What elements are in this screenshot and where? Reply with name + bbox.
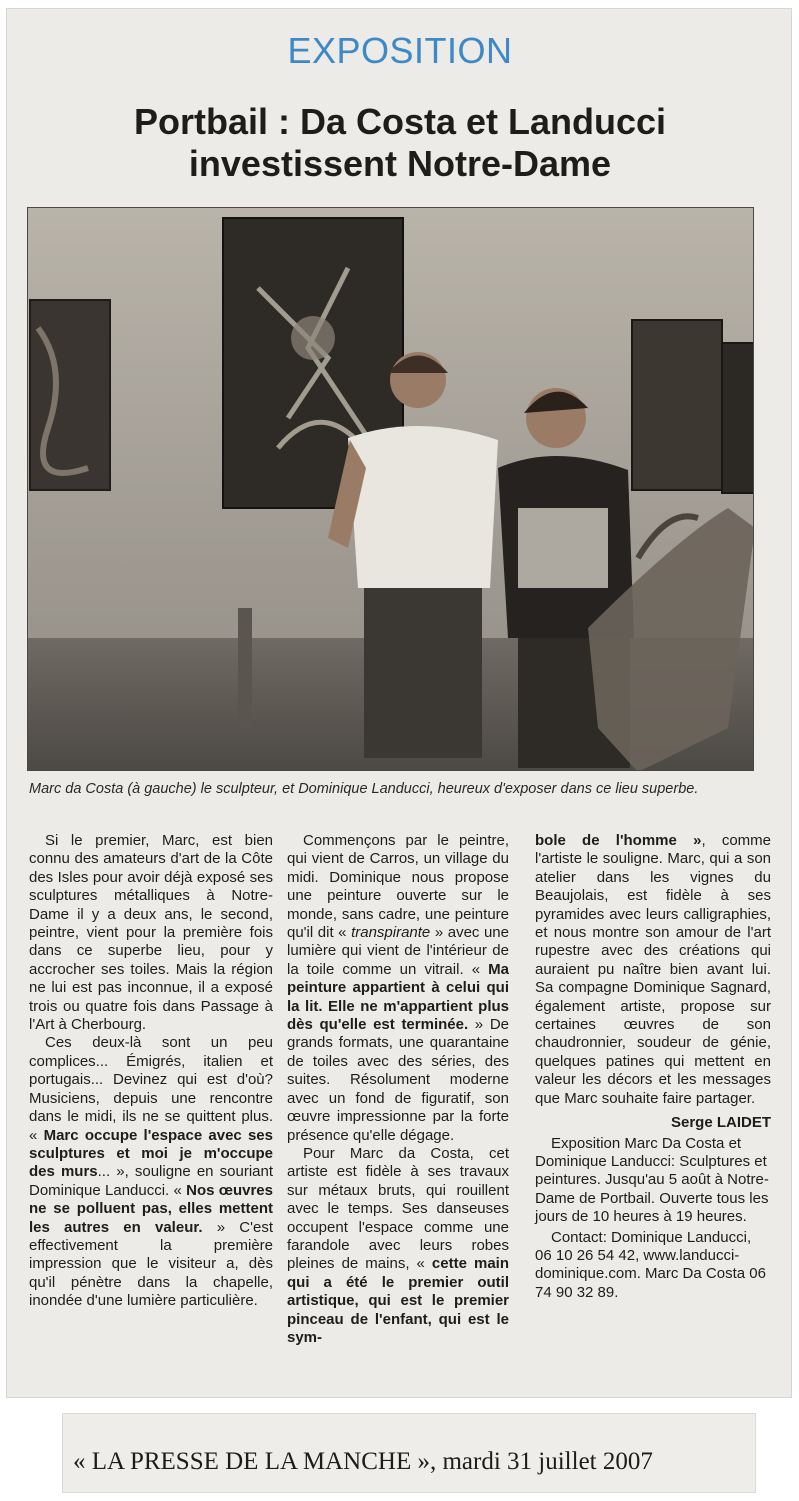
headline-line-2: investissent Notre-Dame: [188, 143, 612, 184]
column-2-paragraph-1: [287, 832, 509, 1145]
text-run: Commençons par le peintre, qui vient de Carros, un village du midi. Dominique nous propose une peinture ouverte sur le monde, sans cadre, une peinture qu'il dit «: [287, 832, 509, 942]
photo-illustration: [28, 208, 754, 771]
newspaper-clipping: [6, 8, 792, 1398]
author-signature: Serge LAIDET: [670, 1114, 771, 1132]
section-kicker: EXPOSITION: [287, 30, 513, 71]
article-column-1: [29, 832, 273, 1311]
exhibition-info: Exposition Marc Da Costa et Dominique Landucci: Sculptures et peintures. Jusqu'au 5 août à Notre-Dame de Portbail. Ouverte tous les jours de 10 heures à 19 heures.: [535, 1134, 769, 1226]
text-run: » C'est effectivement la première impression que le visiteur a, dès qu'il pénètre dans la chapelle, inondée d'une lumière particulière.: [29, 1218, 273, 1310]
quote-bold: Marc occupe l'espace avec ses sculptures et moi je m'occupe des murs: [29, 1126, 273, 1181]
text-run: ... », souligne en souriant Dominique Landucci. «: [29, 1163, 273, 1199]
column-1-paragraph-2: [29, 1034, 273, 1310]
article-column-3: [535, 832, 771, 1302]
article-photo: [27, 207, 754, 771]
text-run: Ces deux-là sont un peu complices... Émigrés, italien et portugais... Devinez qui est d'où? Musiciens, depuis une rencontre dans le midi, ils ne se quittent plus. «: [29, 1034, 273, 1144]
quote-bold: bole de l'homme »: [535, 832, 702, 849]
italic-word: transpirante: [351, 924, 431, 942]
headline-line-1: Portbail : Da Costa et Landucci: [133, 101, 667, 142]
column-2-paragraph-2: [287, 1145, 509, 1347]
article-column-2: [287, 832, 509, 1347]
text-run: » avec une lumière qui vient de l'intérieur de la toile comme un vitrail. «: [287, 924, 509, 978]
headline: [7, 101, 793, 185]
column-3-paragraph-1: [535, 832, 771, 1108]
column-1-paragraph-1: Si le premier, Marc, est bien connu des amateurs d'art de la Côte des Isles pour avoir déjà exposé ses sculptures métalliques à Notre-Dame il y a deux ans, le second, peintre, vient pour la première fois dans ce superbe lieu, pour y accrocher ses toiles. Mais la région ne lui est pas inconnue, il a exposé trois ou quatre fois dans Passage à l'Art à Cherbourg.: [29, 832, 273, 1034]
source-label: [62, 1413, 756, 1493]
quote-bold: Ma peinture appartient à celui qui la lit. Elle ne m'appartient plus dès qu'elle est terminée.: [287, 960, 509, 1034]
text-run: Pour Marc da Costa, cet artiste est fidèle à ses travaux sur métaux bruts, qui rouillent avec le temps. Ses danseuses occupent l'espace comme une farandole avec leurs robes pleines de mains, «: [287, 1144, 509, 1273]
quote-bold: cette main qui a été le premier outil artistique, qui est le premier pinceau de l'enfant, qui est le sym-: [287, 1255, 509, 1346]
source-text: « LA PRESSE DE LA MANCHE », mardi 31 juillet 2007: [73, 1448, 653, 1475]
photo-caption: Marc da Costa (à gauche) le sculpteur, et Dominique Landucci, heureux d'exposer dans ce lieu superbe.: [29, 781, 699, 797]
text-run: » De grands formats, une quarantaine de toiles avec des séries, des suites. Résolument moderne avec un fond de figuratif, son œuvre impressionne par la forte présence qu'elle dégage.: [287, 1016, 509, 1144]
quote-bold: Nos œuvres ne se polluent pas, elles mettent les autres en valeur.: [29, 1181, 273, 1236]
text-run: , comme l'artiste le souligne. Marc, qui a son atelier dans les vignes du Beaujolais, est fidèle à ses pyramides avec leurs calligraphies, et nous montre son amour de l'art rupestre avec des créations qui auraient pu naître bien avant lui. Sa compagne Dominique Sagnard, également artiste, propose sur certaines œuvres de son chaudronnier, soudeur de génie, quelques patines qui mettent en valeur les décors et les messages que Marc souhaite faire partager.: [535, 832, 772, 1107]
contact-info: Contact: Dominique Landucci, 06 10 26 54 42, www.landucci-dominique.com. Marc Da Costa 06 74 90 32 89.: [535, 1228, 766, 1301]
